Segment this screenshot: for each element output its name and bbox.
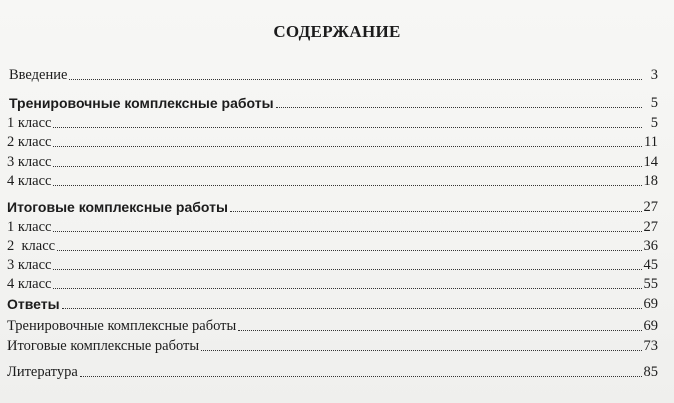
toc-page-number: 36	[643, 238, 658, 254]
toc-section-label: Тренировочные комплексные работы	[9, 95, 274, 111]
toc-page-number: 11	[644, 134, 658, 150]
toc-page-number: 85	[643, 364, 658, 380]
toc-page-number: 55	[643, 276, 658, 292]
toc-leader-dots	[57, 249, 641, 251]
toc-section-label: Итоговые комплексные работы	[7, 199, 228, 215]
toc-entry-label: 1 класс	[7, 115, 52, 131]
page-title: СОДЕРЖАНИЕ	[273, 22, 401, 41]
toc-leader-dots	[53, 230, 641, 232]
toc-entry-label: Итоговые комплексные работы	[7, 338, 200, 354]
toc-page-number: 5	[650, 95, 658, 111]
toc-leader-dots	[53, 287, 641, 289]
toc-entry-training-grade-2[interactable]	[7, 133, 658, 151]
toc-leader-dots	[276, 106, 642, 108]
toc-section-final-works[interactable]	[7, 198, 658, 216]
toc-entry-label: 3 класс	[7, 257, 52, 273]
toc-entry-label: 2 класс	[7, 134, 52, 150]
toc-leader-dots	[53, 268, 641, 270]
toc-leader-dots	[53, 165, 641, 167]
toc-page-number: 3	[650, 67, 658, 83]
toc-entry-final-grade-4[interactable]	[7, 275, 658, 293]
toc-page-number: 73	[643, 338, 658, 354]
toc-leader-dots	[53, 126, 642, 128]
toc-leader-dots	[230, 210, 642, 212]
toc-leader-dots	[80, 375, 642, 377]
toc-entry-answers-training[interactable]	[7, 317, 658, 335]
toc-entry-label: 3 класс	[7, 154, 52, 170]
toc-entry-final-grade-1[interactable]	[7, 218, 658, 236]
toc-page-number: 18	[643, 173, 658, 189]
toc-entry-label: 4 класс	[7, 276, 52, 292]
toc-entry-final-grade-2[interactable]	[7, 237, 658, 255]
toc-entry-introduction[interactable]	[9, 66, 658, 84]
toc-entry-final-grade-3[interactable]	[7, 256, 658, 274]
toc-page-number: 27	[643, 199, 658, 215]
toc-entry-answers-final[interactable]	[7, 337, 658, 355]
toc-page-number: 14	[643, 154, 658, 170]
toc-entry-label: 4 класс	[7, 173, 52, 189]
toc-leader-dots	[53, 145, 642, 147]
toc-section-answers[interactable]	[7, 295, 658, 313]
toc-page-number: 5	[650, 115, 658, 131]
toc-entry-label: Введение	[9, 67, 68, 83]
toc-leader-dots	[69, 78, 642, 80]
toc-entry-training-grade-4[interactable]	[7, 172, 658, 190]
toc-leader-dots	[53, 184, 641, 186]
toc-leader-dots	[201, 349, 641, 351]
toc-page-number: 69	[643, 296, 658, 312]
toc-entry-training-grade-3[interactable]	[7, 153, 658, 171]
toc-page-number: 69	[643, 318, 658, 334]
toc-leader-dots	[238, 329, 641, 331]
toc-entry-label: 2 класс	[7, 238, 56, 254]
toc-entry-label: Тренировочные комплексные работы	[7, 318, 237, 334]
toc-page-number: 27	[643, 219, 658, 235]
toc-entry-label: 1 класс	[7, 219, 52, 235]
toc-entry-label: Литература	[7, 364, 78, 380]
toc-section-label: Ответы	[7, 296, 60, 312]
toc-leader-dots	[62, 307, 642, 309]
toc-page-number: 45	[643, 257, 658, 273]
toc-entry-training-grade-1[interactable]	[7, 114, 658, 132]
toc-section-training-works[interactable]	[9, 94, 658, 112]
toc-entry-literature[interactable]	[7, 363, 658, 381]
